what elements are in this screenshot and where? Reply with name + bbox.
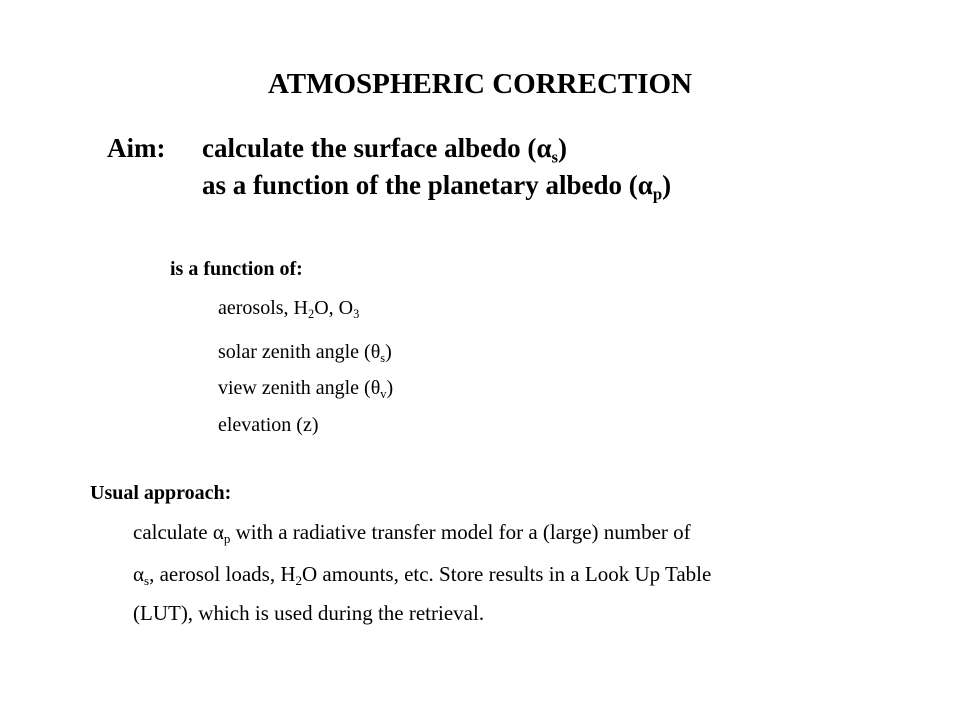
aim-line1-close: ) — [558, 133, 568, 163]
item-text: O, O — [314, 297, 354, 319]
function-item-solar-zenith — [218, 341, 392, 364]
alpha-symbol: α — [637, 170, 653, 200]
aim-line-surface-albedo — [202, 133, 568, 167]
line-text: calculate α — [133, 520, 224, 544]
aim-label: Aim: — [107, 133, 166, 163]
line-subscript: p — [223, 531, 231, 547]
line-text: , aerosol loads, H — [149, 562, 296, 586]
function-item-elevation — [218, 414, 319, 437]
subscript-s: s — [551, 147, 559, 167]
function-of-heading: is a function of: — [170, 258, 303, 280]
page-title: ATMOSPHERIC CORRECTION — [267, 68, 693, 100]
item-text: elevation (z) — [218, 414, 319, 436]
aim-line2-text: as a function of the planetary albedo ( — [202, 170, 638, 200]
item-text: aerosols, H — [218, 297, 308, 319]
item-subscript: 3 — [353, 306, 360, 321]
approach-line — [133, 562, 711, 587]
subscript-p: p — [652, 184, 663, 204]
line-subscript: 2 — [295, 573, 302, 589]
function-item-view-zenith — [218, 377, 393, 400]
usual-approach-heading: Usual approach: — [90, 482, 232, 504]
line-text: (LUT), which is used during the retrieval. — [133, 601, 485, 625]
aim-line2-close: ) — [662, 170, 672, 200]
line-text: α — [133, 562, 145, 586]
function-item-aerosols — [218, 297, 359, 320]
item-text: view zenith angle (θ — [218, 377, 381, 399]
line-text: with a radiative transfer model for a (large) number of — [230, 520, 691, 544]
item-subscript: 2 — [307, 306, 315, 321]
item-subscript: v — [380, 386, 387, 401]
approach-line — [133, 520, 691, 545]
approach-line — [133, 601, 484, 626]
aim-line-planetary-albedo — [202, 170, 672, 204]
item-text: ) — [386, 377, 394, 399]
line-text: O amounts, etc. Store results in a Look Up Table — [302, 562, 712, 586]
aim-line1-text: calculate the surface albedo ( — [202, 133, 537, 163]
alpha-symbol: α — [536, 133, 552, 163]
line-subscript: s — [144, 573, 150, 589]
item-subscript: s — [380, 350, 386, 365]
item-text: solar zenith angle (θ — [218, 341, 381, 363]
item-text: ) — [385, 341, 392, 363]
